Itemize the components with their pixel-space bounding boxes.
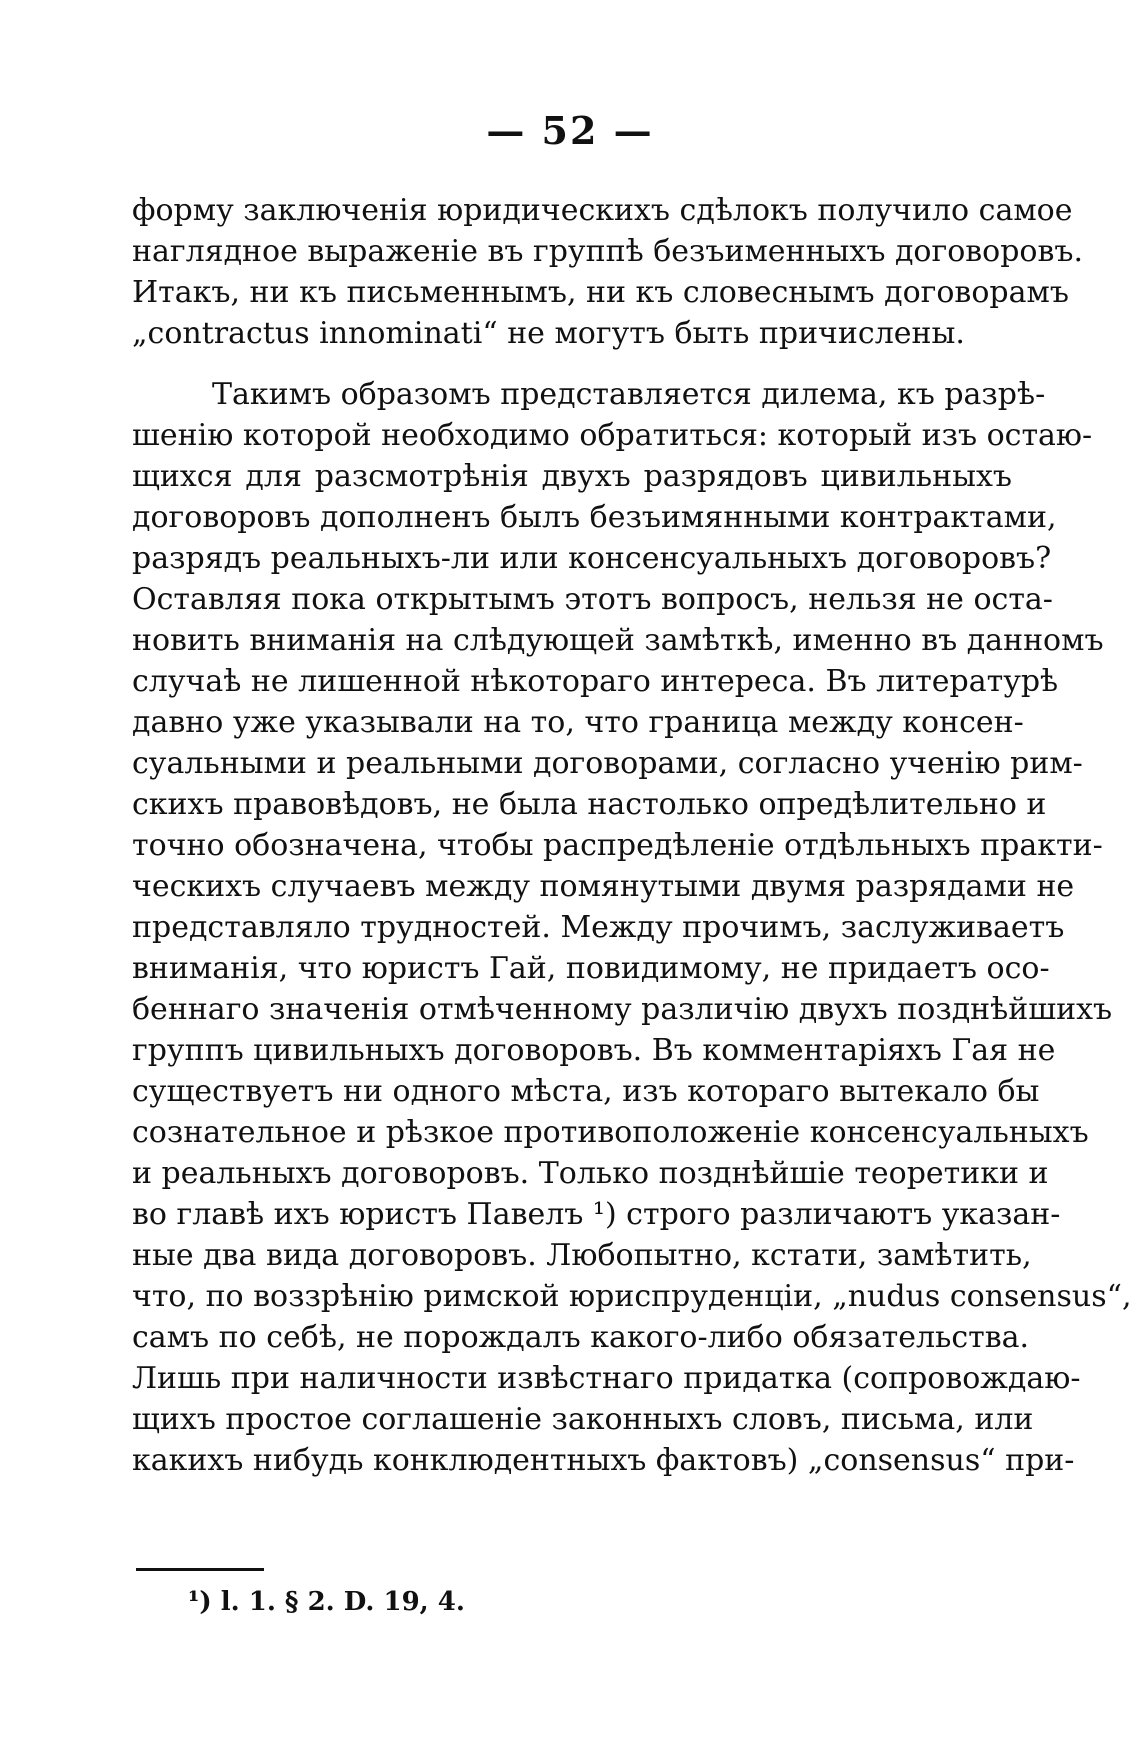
text-line: щихся для разсмотрѣнія двухъ разрядовъ цивильныхъ <box>132 459 1012 494</box>
text-line: точно обозначена, чтобы распредѣленіе отдѣльныхъ практи- <box>132 828 1103 863</box>
text-line: группъ цивильныхъ договоровъ. Въ комментаріяхъ Гая не <box>132 1033 1056 1068</box>
text-line: самъ по себѣ, не порождалъ какого-либо обязательства. <box>132 1320 1030 1355</box>
text-line: наглядное выраженіе въ группѣ безъименныхъ договоровъ. <box>132 234 1083 269</box>
text-line: что, по воззрѣнію римской юриспруденціи, „nudus consensus“, <box>132 1279 1132 1314</box>
text-line: скихъ правовѣдовъ, не была настолько опредѣлительно и <box>132 787 1047 822</box>
text-line: договоровъ дополненъ былъ безъимянными контрактами, <box>132 500 1057 535</box>
body-text <box>132 190 1132 1481</box>
text-line: сознательное и рѣзкое противоположеніе консенсуальныхъ <box>132 1115 1089 1150</box>
text-line: существуетъ ни одного мѣста, изъ котораго вытекало бы <box>132 1074 1040 1109</box>
paragraph-1 <box>132 190 1083 354</box>
footnote-rule <box>136 1568 264 1571</box>
paragraph-gap <box>132 354 1012 374</box>
text-line: вниманія, что юристъ Гай, повидимому, не придаетъ осо- <box>132 951 1050 986</box>
text-line: какихъ нибудь конклюдентныхъ фактовъ) „consensus“ при- <box>132 1443 1075 1478</box>
text-line: представляло трудностей. Между прочимъ, заслуживаетъ <box>132 910 1065 945</box>
text-line: давно уже указывали на то, что граница между консен- <box>132 705 1024 740</box>
text-line: „contractus innominati“ не могутъ быть причислены. <box>132 316 965 351</box>
text-line: шенію которой необходимо обратиться: который изъ остаю- <box>132 418 1093 453</box>
text-line: случаѣ не лишенной нѣкотораго интереса. Въ литературѣ <box>132 664 1059 699</box>
text-line: и реальныхъ договоровъ. Только позднѣйшіе теоретики и <box>132 1156 1049 1191</box>
text-line: беннаго значенія отмѣченному различію двухъ позднѣйшихъ <box>132 992 1113 1027</box>
footnote: ¹) l. 1. § 2. D. 19, 4. <box>188 1587 465 1617</box>
text-line: Итакъ, ни къ письменнымъ, ни къ словеснымъ договорамъ <box>132 275 1069 310</box>
text-line: суальными и реальными договорами, согласно ученію рим- <box>132 746 1083 781</box>
text-line: форму заключенія юридическихъ сдѣлокъ получило самое <box>132 193 1073 228</box>
text-line: разрядъ реальныхъ-ли или консенсуальныхъ договоровъ? <box>132 541 1052 576</box>
text-line: Такимъ образомъ представляется дилема, къ разрѣ- <box>212 377 1046 412</box>
page-number: — 52 — <box>486 108 654 153</box>
text-line: ческихъ случаевъ между помянутыми двумя разрядами не <box>132 869 1075 904</box>
text-line: ные два вида договоровъ. Любопытно, кстати, замѣтить, <box>132 1238 1032 1273</box>
text-line: Оставляя пока открытымъ этотъ вопросъ, нельзя не оста- <box>132 582 1053 617</box>
text-line: Лишь при наличности извѣстнаго придатка (сопровождаю- <box>132 1361 1081 1396</box>
text-line: новить вниманія на слѣдующей замѣткѣ, именно въ данномъ <box>132 623 1104 658</box>
text-line: щихъ простое соглашеніе законныхъ словъ, письма, или <box>132 1402 1034 1437</box>
paragraph-2 <box>132 374 1132 1481</box>
text-line: во главѣ ихъ юристъ Павелъ ¹) строго различаютъ указан- <box>132 1197 1061 1232</box>
